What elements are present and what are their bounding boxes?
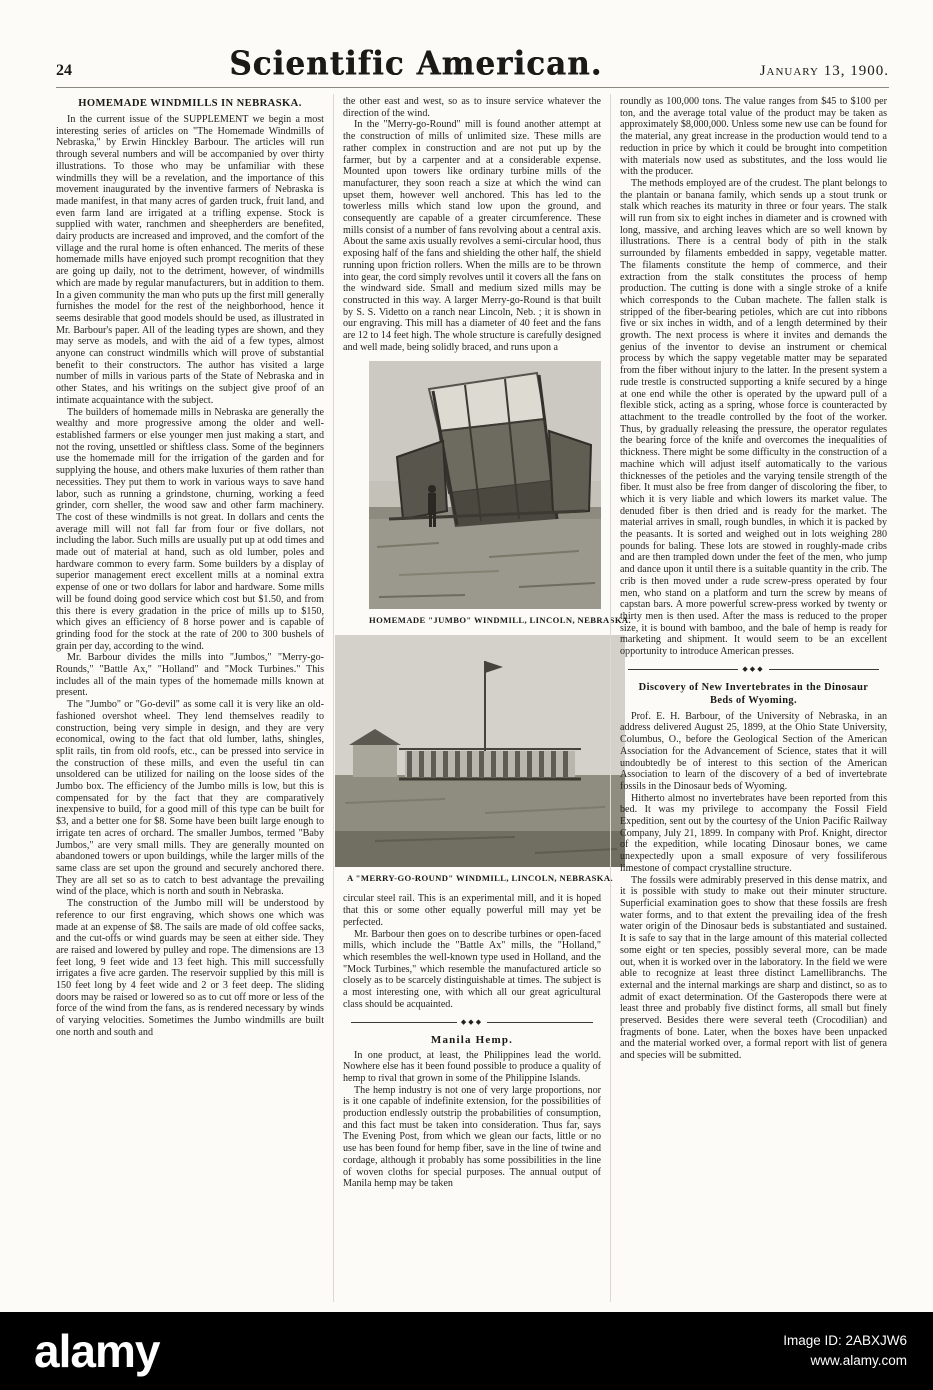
article-paragraph: Prof. E. H. Barbour, of the University of Nebraska, in an address delivered August 25, 1899, at the Ohio State University, Columbus, O., before the Geological Section of the American Association for the Advancement of Science, states that it will undoubtedly be of interest to this section of the American Association to learn of the discovery of a bed of invertebrate fossils in the Dinosaur beds of Wyoming. bbox=[620, 710, 887, 792]
article-paragraph: The "Jumbo" or "Go-devil" as some call it is very like an old-fashioned overshot wheel. They lend themselves readily to construction, being very simple in design, and they are very economical, owing to the fact that old lumber, laths, shingles, split rails, tin from old roofs, etc., can be pressed into service in the construction of these mills, and even the useful tin can unsoldered can be utilized for nailing on the loose sides of the Jumbo box. The efficiency of the Jumbo mills is low, but this is compensated for by the fact that they are comparatively inexpensive to build, for a good mill of this type can be built for $3, and a better one for $8. Some have been built large enough to irrigate ten acres of orchard. The smaller Jumbos, termed "Baby Jumbos," are very small mills. They are generally mounted on abandoned towers or upon buildings, while the larger mills of the same class are set upon the ground and securely anchored there. They are all set so as to catch to best advantage the prevailing wind of the place, which is north and south in Nebraska. bbox=[56, 699, 324, 898]
column-left bbox=[56, 94, 333, 1302]
section-divider-ornament: ◆◆◆ bbox=[351, 1016, 593, 1030]
column-middle bbox=[333, 94, 632, 1302]
merry-go-round-windmill-caption: A "MERRY-GO-ROUND" WINDMILL, LINCOLN, NEBRASKA. bbox=[346, 873, 614, 884]
alamy-logo: alamy bbox=[34, 1325, 160, 1377]
article-paragraph: In the "Merry-go-Round" mill is found another attempt at the construction of mills of unlimited size. These mills are rather complex in construction and are not put up by the farmer, but by a carpenter and at a considerable expense. Mounted upon towers like ordinary turbine mills of the manufacturer, they soon reach a size at which the wind can upset them, however well anchored. This has led to the towerless mills which stand low upon the ground, and consequently are capable of a greater circumference. These mills consist of a number of fans revolving about a central axis. About the same axis usually revolves a semi-circular hood, thus exposing half of the fans and shielding the other half, the shield running upon friction rollers. When the mills are to be thrown into gear, the cord simply revolves until it covers all the fans on the windward side. Small and medium sized mills may be constructed in this way. A larger Merry-go-Round is that built by S. S. Videtto on a ranch near Lincoln, Neb. ; it is shown in our engraving. This mill has a diameter of 40 feet and the fans are 12 to 14 feet high. The whole structure is carefully designed and well made, being solidly braced, and runs upon a bbox=[343, 119, 601, 353]
page-content bbox=[56, 94, 889, 1302]
section-divider-ornament: ◆◆◆ bbox=[628, 663, 879, 677]
page-header bbox=[56, 46, 889, 88]
article-paragraph: In the current issue of the SUPPLEMENT we begin a most interesting series of articles on "The Homemade Windmills of Nebraska," by Erwin Hinckley Barbour. The articles will run through several numbers and will be accompanied by over thirty illustrations. To those who may be unfamiliar with these windmills they will be a revelation, and the importance of this movement inaugurated by the inventive farmers of Nebraska is made manifest, in that many acres of garden truck, fruit land, and even farm land are irrigated at a trifling expense. Stock is supplied with water, ranchmen and sheepherders are benefited, dairy products are increased and improved, and the comfort of the village and the rural home is often enhanced. The merits of these homemade mills have enjoyed such prompt recognition that they are going up daily, not to the detriment, however, of windmills which are made by regular manufacturers, but in addition to them. In a given community the man who puts up the first mill generally furnishes the model for the rest of the neighborhood, hence it seems desirable that good models should be used, as illustrated in Mr. Barbour's paper. All of the leading types are shown, and they may serve as models, and with the aid of a few types, almost anyone can construct windmills which will prove of substantial benefit to their constructors. The author has visited a large number of mills in various parts of the State of Nebraska and in other States, and his writings on the subject give proof of an intimate acquaintance with the subject. bbox=[56, 114, 324, 406]
article-paragraph: Mr. Barbour then goes on to describe turbines or open-faced mills, which include the "Battle Ax" mills, the "Holland," which resembles the well-known type used in Holland, and the "Mock Turbines," which resemble the manufactured article so closely as to be scarcely distinguishable at times. The subject is a most interesting one, with which all our great agricultural class should be acquainted. bbox=[343, 928, 601, 1010]
article-paragraph: The methods employed are of the crudest. The plant belongs to the plantain or banana family, which sends up a stout trunk or stalk which reaches its maturity in three or four years. The stalk will run from six to eight inches in diameter and is crowned with long, massive, and arching leaves which are so well known by illustrations. There is a central body of pith in the stalk surrounded by filaments embedded in sappy, vegetable matter. The filaments constitute the hemp of commerce, and their extraction from the stalk constitutes the process of hemp production. The cutting is done with a single stroke of a knife which corresponds to the Cuban machete. The fallen stalk is stripped of the fiber-bearing petioles, which are cut into ribbons five or six inches in width, and of a length determined by their growth. The next process is where it invites and demands the genius of the inventor to devise an instrument or chemical process by which the sappy vegetable matter may be separated from the fiber without injury to the latter. In the present system a rude trestle is constructed supporting a knife secured by a hinge at one end while the other is operated by the upward pull of a flexible stick, acting as a spring, whose force is counteracted by attachment to the treadle controlled by the foot of the worker. Thus, by gradually releasing the pressure, the operator regulates the bearing force of the knife and overcomes the inequalities of thickness. There might be some difficulty in the construction of a machine which will adjust itself automatically to the various thicknesses of the petioles and the varying tensile strength of the fiber. It must also be free from danger of discoloring the fiber, to which it is very liable and which lowers its market value. The denuded fiber is then dried and is ready for the market. The material arrives in small, rough bundles, in which it is packed by the peasants. It is sorted and weighed out in lots weighing 280 pounds for baling. These lots are stowed in roughly-made cribs and are then trampled down under the feet of the men, who jump and dance upon it until there is a suitable quantity in the crib. The crib is then moved under a rude screw-press operated by four men, who stand on a platform and turn the screw by means of capstan bars. A more powerful screw-press worked by twenty or thirty men is then used. After the mass is reduced to the proper size, it is bound with bamboo, and the bale of hemp is ready for marketing and shipment. It would seem to be an excellent opportunity to introduce American presses. bbox=[620, 177, 887, 658]
merry-go-round-windmill-photo-image bbox=[335, 635, 625, 867]
article-paragraph: The construction of the Jumbo mill will be understood by reference to our first engraving, which shows one which was made at an expense of $8. The sails are made of old coffee sacks, and the cut-offs or wind guards may be seen at either side. They are raised and lowered by pulley and rope. The dimensions are 13 feet long, 9 feet wide and 13 feet high. This mill successfully irrigates a five acre garden. The reservoir supplied by this mill is 150 feet long by 4 feet wide and 2 or 3 feet deep. The sliding doors may be raised or lowered so as to cut off more or less of the force of the wind from the fans, as is rendered necessary by winds of varying velocities. Sometimes the Jumbo windmills are built one north and south and bbox=[56, 898, 324, 1038]
jumbo-windmill-caption: HOMEMADE "JUMBO" WINDMILL, LINCOLN, NEBRASKA. bbox=[369, 615, 632, 626]
masthead-title: Scientific American. bbox=[229, 45, 603, 83]
article-paragraph: roundly as 100,000 tons. The value ranges from $45 to $100 per ton, and the average total value of the product may be taken as approximately $8,000,000. Unless some new use can be found for the material, any great increase in the production would tend to a reduction in price by which it could be brought into competition with materials now used as substitutes, and the loss would lie with the producer. bbox=[620, 96, 887, 178]
article-paragraph: The builders of homemade mills in Nebraska are generally the wealthy and more progressive among the older and well-established farmers or else younger men just making a start, and not the roving, unsettled or shiftless class. Some of the beginners use the homemade mill for the irrigation of the garden and for supplying the house, and others make luxuries of them rather than necessities. They put them to work in various ways to save hand labor, such as running a grindstone, churning, working a feed grinder, corn sheller, the wood saw and other farm machinery. The cost of these windmills is not great. In dollars and cents the average mill will not fall far from four or five dollars, not including the labor. Such mills are usually put up at odd times and made out of material at hand, such as old lumber, poles and hardware common to every farm. Some builders by a display of superior management erect excellent mills at a nominal extra expense of one or two dollars for labor and hardware. Some mills will be found doing good service which cost but $1.50, and from this there is every gradation in the price of mills up to $150, which gives an efficiency of 8 horse power and is capable of grinding food for the stock at the rate of 200 to 300 bushels of grain per day, according to the wind. bbox=[56, 406, 324, 652]
article-paragraph: Mr. Barbour divides the mills into "Jumbos," "Merry-go-Rounds," "Battle Ax," "Holland" and "Mock Turbines." This includes all of the main types of the homemade mills known at present. bbox=[56, 652, 324, 699]
watermark-bar bbox=[0, 1312, 933, 1390]
article-paragraph: the other east and west, so as to insure service whatever the direction of the wind. bbox=[343, 96, 601, 119]
hemp-article-title: Manila Hemp. bbox=[430, 1033, 514, 1046]
article-paragraph: circular steel rail. This is an experimental mill, and it is hoped that this or some other equally powerful mill may yet be perfected. bbox=[343, 893, 601, 928]
column-right bbox=[610, 94, 887, 1302]
article-paragraph: In one product, at least, the Philippines lead the world. Nowhere else has it been found possible to produce a quality of hemp to rival that grown in some of the Philippine Islands. bbox=[343, 1049, 601, 1084]
article-paragraph: The hemp industry is not one of very large proportions, nor is it one capable of indefinite extension, for the possibilities of production endlessly outstrip the probabilities of consumption, and this fact must be taken into consideration. Thus far, says The Evening Post, from which we glean our facts, little or no use has been found for hemp fiber, save in the line of twine and cordage, although it probably has some possibilities in the line of woven cloths for special purposes. The annual output of Manila hemp may be taken bbox=[343, 1084, 601, 1190]
jumbo-windmill-photo-image bbox=[369, 361, 601, 609]
fossils-article-title: Discovery of New Invertebrates in the Dinosaur Beds of Wyoming. bbox=[638, 681, 869, 706]
page-number: 24 bbox=[56, 62, 72, 79]
watermark-url: www.alamy.com bbox=[810, 1353, 907, 1368]
jumbo-windmill-photo bbox=[369, 361, 632, 626]
article-paragraph: The fossils were admirably preserved in this dense matrix, and it is possible with study to make out their minuter structure. Superficial examination goes to show that these fossils are fresh water forms, and to that extent the prevailing idea of the fresh water origin of the Dinosaur beds is substantiated and sustained. It is safe to say that in the large amount of this material collected some eight or ten species, possibly several more, can be made out, when it is worked over in the laboratory. In the field we were able to recognize at least three distinct Lamellibranchs. The external and the internal markings are sharp and distinct, so as to admit of exact determination. Of the Gasteropods there were at least three and probably five distinct forms, all small but finely preserved. Besides there were several teeth (Crocodilian) and fragments of bone. Later, when the boxes have been unpacked and the material worked over, a formal report with list of genera and species will be submitted. bbox=[620, 874, 887, 1062]
watermark-info bbox=[783, 1331, 907, 1371]
issue-date: January 13, 1900. bbox=[759, 63, 889, 79]
merry-go-round-windmill-photo bbox=[335, 635, 625, 883]
article-paragraph: Hitherto almost no invertebrates have been reported from this bed. It was my privilege to accompany the Fossil Field Expedition, sent out by the courtesy of the Union Pacific Railway Company, July 21, 1899. In company with Prof. Knight, director of the expedition, while locating Dinosaur bones, we came unexpectedly upon a small exposure of very fossiliferous limestone of compact crystalline structure. bbox=[620, 792, 887, 874]
watermark-image-id: Image ID: 2ABXJW6 bbox=[783, 1333, 907, 1348]
windmills-article-title: HOMEMADE WINDMILLS IN NEBRASKA. bbox=[78, 98, 302, 109]
